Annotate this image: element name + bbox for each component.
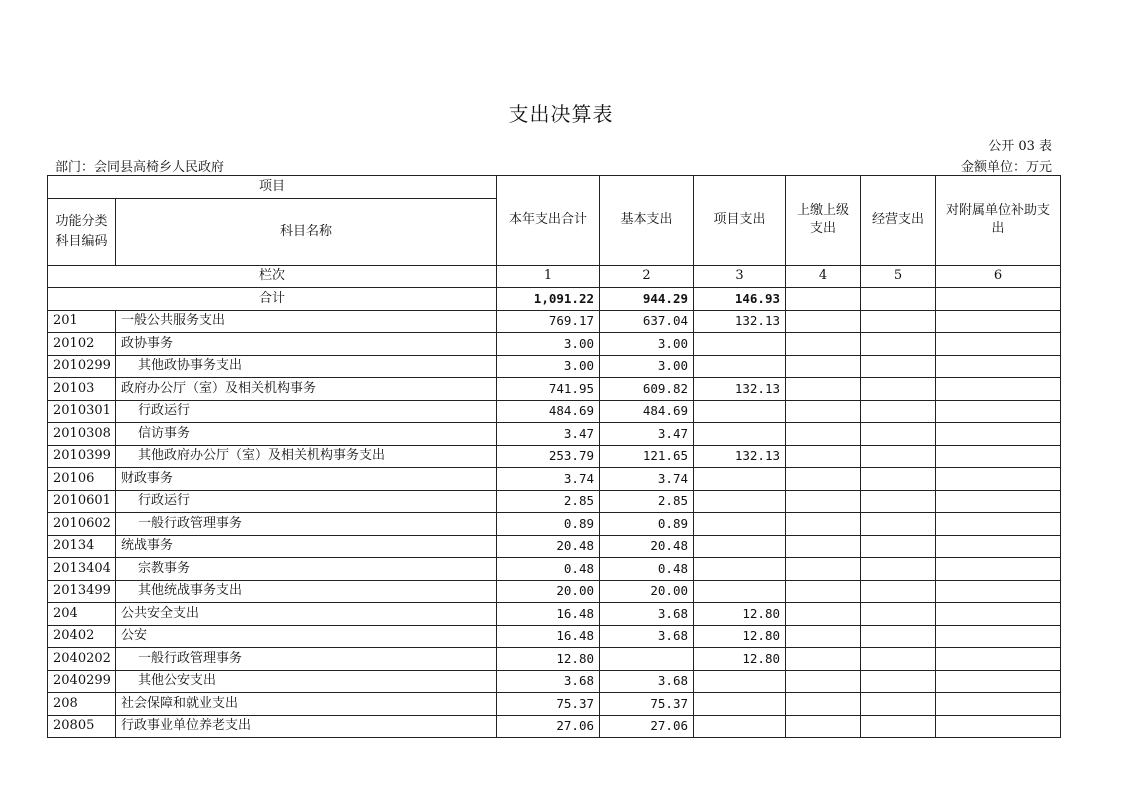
row-value — [786, 535, 861, 558]
row-value: 132.13 — [694, 445, 786, 468]
row-value: 20.48 — [497, 535, 600, 558]
row-value — [786, 670, 861, 693]
row-value — [861, 715, 936, 738]
header-project: 项目支出 — [694, 176, 786, 266]
row-value: 75.37 — [600, 693, 694, 716]
row-value — [694, 670, 786, 693]
header-upper: 上缴上级支出 — [786, 176, 861, 266]
row-name: 其他公安支出 — [116, 670, 497, 693]
header-code: 功能分类科目编码 — [48, 198, 116, 265]
row-value: 132.13 — [694, 378, 786, 401]
row-code: 2010299 — [48, 355, 116, 378]
row-value — [936, 580, 1061, 603]
row-value: 20.48 — [600, 535, 694, 558]
row-code: 20402 — [48, 625, 116, 648]
row-value — [786, 490, 861, 513]
row-value — [786, 400, 861, 423]
row-value: 484.69 — [497, 400, 600, 423]
row-value — [861, 648, 936, 671]
row-value — [694, 333, 786, 356]
row-value: 741.95 — [497, 378, 600, 401]
row-value: 637.04 — [600, 310, 694, 333]
row-name: 一般行政管理事务 — [116, 648, 497, 671]
row-value — [936, 535, 1061, 558]
row-value: 3.00 — [497, 333, 600, 356]
row-value — [936, 603, 1061, 626]
header-basic: 基本支出 — [600, 176, 694, 266]
department-label: 部门：会同县高椅乡人民政府 — [55, 160, 225, 175]
sum-label: 合计 — [48, 288, 497, 311]
row-code: 2010399 — [48, 445, 116, 468]
row-value: 0.89 — [600, 513, 694, 536]
row-value — [786, 423, 861, 446]
sum-value — [861, 288, 936, 311]
row-value — [694, 558, 786, 581]
row-value: 121.65 — [600, 445, 694, 468]
row-value: 75.37 — [497, 693, 600, 716]
table-row — [48, 468, 1061, 491]
table-row — [48, 445, 1061, 468]
row-value: 3.68 — [600, 670, 694, 693]
row-value — [936, 378, 1061, 401]
header-column-no: 栏次 — [48, 265, 497, 288]
row-code: 20805 — [48, 715, 116, 738]
table-row — [48, 603, 1061, 626]
expenditure-table — [47, 175, 1061, 738]
header-item: 项目 — [48, 176, 497, 199]
row-value: 253.79 — [497, 445, 600, 468]
row-value — [786, 558, 861, 581]
row-code: 20106 — [48, 468, 116, 491]
row-value — [786, 378, 861, 401]
row-value: 3.74 — [497, 468, 600, 491]
table-row — [48, 648, 1061, 671]
table-row — [48, 400, 1061, 423]
row-name: 其他政府办公厅（室）及相关机构事务支出 — [116, 445, 497, 468]
row-value: 20.00 — [600, 580, 694, 603]
table-row — [48, 490, 1061, 513]
row-value — [936, 310, 1061, 333]
row-name: 宗教事务 — [116, 558, 497, 581]
row-value: 12.80 — [694, 625, 786, 648]
header-name: 科目名称 — [116, 198, 497, 265]
row-name: 政协事务 — [116, 333, 497, 356]
row-value — [861, 355, 936, 378]
header-subsidy: 对附属单位补助支出 — [936, 176, 1061, 266]
row-value: 3.68 — [600, 603, 694, 626]
row-value — [786, 603, 861, 626]
col-number: 3 — [694, 265, 786, 288]
row-value — [861, 445, 936, 468]
row-value — [861, 625, 936, 648]
row-value — [861, 693, 936, 716]
col-number: 5 — [861, 265, 936, 288]
row-value — [936, 445, 1061, 468]
row-value: 3.00 — [497, 355, 600, 378]
row-value — [786, 333, 861, 356]
row-value — [786, 513, 861, 536]
row-code: 20102 — [48, 333, 116, 356]
row-name: 政府办公厅（室）及相关机构事务 — [116, 378, 497, 401]
row-code: 204 — [48, 603, 116, 626]
form-number: 公开 03 表 — [988, 139, 1052, 154]
row-value — [936, 468, 1061, 491]
row-value — [861, 378, 936, 401]
row-value: 16.48 — [497, 603, 600, 626]
row-code: 20134 — [48, 535, 116, 558]
row-value — [786, 468, 861, 491]
table-row — [48, 625, 1061, 648]
row-name: 一般行政管理事务 — [116, 513, 497, 536]
row-value — [936, 490, 1061, 513]
row-value: 0.48 — [497, 558, 600, 581]
row-name: 公共安全支出 — [116, 603, 497, 626]
table-row — [48, 535, 1061, 558]
table-row — [48, 558, 1061, 581]
row-value — [694, 355, 786, 378]
row-code: 2013499 — [48, 580, 116, 603]
row-value: 3.68 — [497, 670, 600, 693]
row-value — [936, 693, 1061, 716]
sum-value: 1,091.22 — [497, 288, 600, 311]
row-value: 12.80 — [694, 648, 786, 671]
row-value — [936, 670, 1061, 693]
row-value — [936, 625, 1061, 648]
row-value: 20.00 — [497, 580, 600, 603]
row-value — [786, 580, 861, 603]
row-value: 2.85 — [600, 490, 694, 513]
row-value: 132.13 — [694, 310, 786, 333]
row-value: 3.68 — [600, 625, 694, 648]
row-code: 2010301 — [48, 400, 116, 423]
col-number: 6 — [936, 265, 1061, 288]
row-value — [936, 400, 1061, 423]
row-value — [936, 558, 1061, 581]
row-value: 609.82 — [600, 378, 694, 401]
table-row — [48, 670, 1061, 693]
row-code: 2010602 — [48, 513, 116, 536]
row-value — [694, 535, 786, 558]
row-value — [936, 715, 1061, 738]
row-value: 12.80 — [497, 648, 600, 671]
sum-value — [936, 288, 1061, 311]
row-value — [861, 670, 936, 693]
table-row — [48, 715, 1061, 738]
row-value — [694, 400, 786, 423]
row-value: 3.00 — [600, 355, 694, 378]
row-value: 16.48 — [497, 625, 600, 648]
row-value: 0.89 — [497, 513, 600, 536]
sum-value — [786, 288, 861, 311]
report-title: 支出决算表 — [508, 102, 614, 126]
row-value: 27.06 — [497, 715, 600, 738]
table-row — [48, 693, 1061, 716]
sum-value: 944.29 — [600, 288, 694, 311]
row-value — [861, 468, 936, 491]
row-value: 769.17 — [497, 310, 600, 333]
sum-value: 146.93 — [694, 288, 786, 311]
row-value — [861, 603, 936, 626]
table-row — [48, 310, 1061, 333]
table-row — [48, 333, 1061, 356]
table-row — [48, 580, 1061, 603]
row-code: 208 — [48, 693, 116, 716]
row-value — [861, 490, 936, 513]
row-name: 公安 — [116, 625, 497, 648]
row-code: 2010601 — [48, 490, 116, 513]
row-value — [694, 693, 786, 716]
row-value: 3.47 — [600, 423, 694, 446]
row-value: 0.48 — [600, 558, 694, 581]
row-value — [694, 423, 786, 446]
row-value — [861, 400, 936, 423]
row-name: 社会保障和就业支出 — [116, 693, 497, 716]
row-value — [936, 333, 1061, 356]
row-value — [861, 535, 936, 558]
table-row — [48, 513, 1061, 536]
row-code: 20103 — [48, 378, 116, 401]
header-total: 本年支出合计 — [497, 176, 600, 266]
row-value: 484.69 — [600, 400, 694, 423]
row-value — [786, 715, 861, 738]
row-name: 行政运行 — [116, 400, 497, 423]
row-name: 其他统战事务支出 — [116, 580, 497, 603]
row-code: 2010308 — [48, 423, 116, 446]
table-row — [48, 378, 1061, 401]
row-value — [694, 468, 786, 491]
row-value — [861, 558, 936, 581]
table-row — [48, 355, 1061, 378]
table-row — [48, 423, 1061, 446]
row-name: 一般公共服务支出 — [116, 310, 497, 333]
row-value — [694, 715, 786, 738]
row-value — [786, 355, 861, 378]
row-code: 2040202 — [48, 648, 116, 671]
row-code: 2013404 — [48, 558, 116, 581]
row-value — [936, 355, 1061, 378]
row-value: 3.00 — [600, 333, 694, 356]
row-value: 27.06 — [600, 715, 694, 738]
row-name: 信访事务 — [116, 423, 497, 446]
row-value — [936, 648, 1061, 671]
row-name: 财政事务 — [116, 468, 497, 491]
row-value — [861, 310, 936, 333]
row-code: 201 — [48, 310, 116, 333]
col-number: 1 — [497, 265, 600, 288]
col-number: 2 — [600, 265, 694, 288]
header-business: 经营支出 — [861, 176, 936, 266]
row-value — [861, 513, 936, 536]
row-value — [861, 580, 936, 603]
amount-unit-label: 金额单位：万元 — [960, 160, 1052, 175]
row-value — [936, 423, 1061, 446]
row-name: 行政事业单位养老支出 — [116, 715, 497, 738]
row-value — [786, 693, 861, 716]
row-value — [786, 625, 861, 648]
row-value: 3.47 — [497, 423, 600, 446]
row-value — [786, 310, 861, 333]
row-value — [694, 513, 786, 536]
row-value — [786, 445, 861, 468]
row-value — [936, 513, 1061, 536]
row-value — [861, 333, 936, 356]
row-name: 行政运行 — [116, 490, 497, 513]
col-number: 4 — [786, 265, 861, 288]
row-value: 2.85 — [497, 490, 600, 513]
row-value — [694, 580, 786, 603]
row-value: 12.80 — [694, 603, 786, 626]
row-name: 统战事务 — [116, 535, 497, 558]
row-name: 其他政协事务支出 — [116, 355, 497, 378]
row-value — [786, 648, 861, 671]
row-value — [861, 423, 936, 446]
row-code: 2040299 — [48, 670, 116, 693]
row-value — [694, 490, 786, 513]
row-value: 3.74 — [600, 468, 694, 491]
row-value — [600, 648, 694, 671]
